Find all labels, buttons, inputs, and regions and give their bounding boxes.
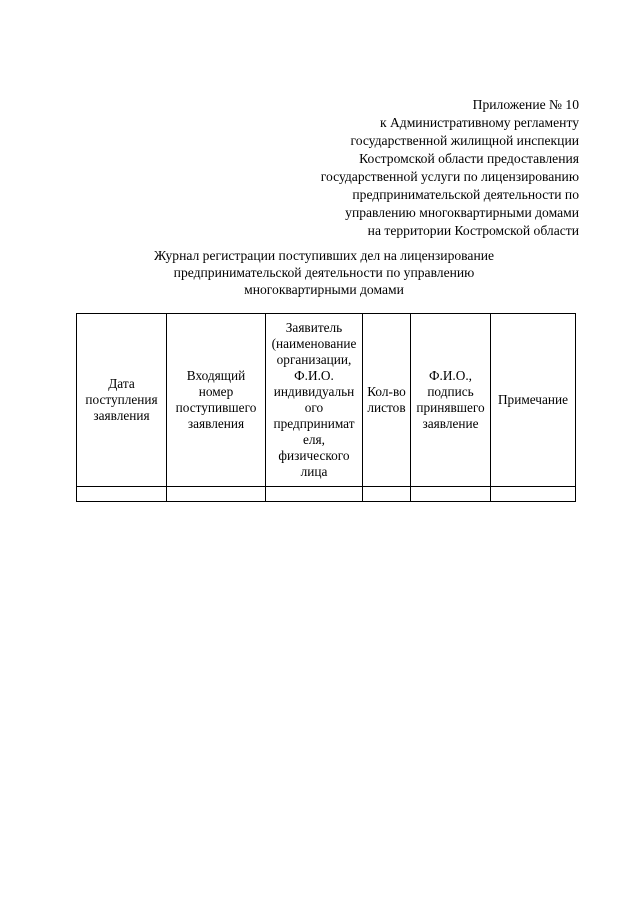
appendix-header	[259, 96, 579, 240]
document-title	[76, 247, 572, 298]
table-cell	[266, 487, 363, 502]
appendix-line: к Административному регламенту	[379, 115, 579, 130]
header-text-line: номер	[198, 384, 234, 399]
column-header-date	[77, 314, 167, 487]
header-text-line: Примечание	[497, 392, 569, 407]
header-text-line: Дата	[108, 376, 135, 391]
appendix-line: управлению многоквартирными домами	[345, 205, 579, 220]
header-text-line: индивидуальн	[273, 384, 355, 399]
table-header-row	[77, 314, 576, 487]
header-text-line: заявление	[422, 416, 479, 431]
table-row	[77, 487, 576, 502]
column-header-note	[491, 314, 576, 487]
header-text-line: заявления	[93, 408, 150, 423]
header-text-line: организации,	[276, 352, 352, 367]
header-text-line: Кол-во	[367, 384, 406, 399]
column-header-sheet-count	[363, 314, 411, 487]
header-text-line: Ф.И.О.,	[428, 368, 472, 383]
header-text-line: физического	[278, 448, 350, 463]
header-text-line: принявшего	[416, 400, 485, 415]
appendix-line: предпринимательской деятельности по	[352, 187, 579, 202]
header-text-line: (наименование	[271, 336, 357, 351]
header-text-line: подпись	[427, 384, 474, 399]
appendix-line: государственной жилищной инспекции	[350, 133, 579, 148]
column-header-incoming-number	[167, 314, 266, 487]
table-cell	[491, 487, 576, 502]
table-cell	[77, 487, 167, 502]
header-text-line: Входящий	[186, 368, 246, 383]
title-line: многоквартирными домами	[244, 282, 404, 297]
column-header-applicant	[266, 314, 363, 487]
header-text-line: заявления	[187, 416, 245, 431]
appendix-line: Костромской области предоставления	[359, 151, 579, 166]
header-text-line: Ф.И.О.	[294, 368, 334, 383]
title-line: Журнал регистрации поступивших дел на лицензирование	[153, 248, 495, 263]
table-cell	[411, 487, 491, 502]
appendix-line: Приложение № 10	[472, 97, 579, 112]
header-text-line: еля,	[303, 432, 325, 447]
appendix-line: на территории Костромской области	[367, 223, 579, 238]
header-text-line: поступившего	[175, 400, 257, 415]
header-text-line: листов	[367, 400, 406, 415]
header-text-line: Заявитель	[285, 320, 343, 335]
title-line: предпринимательской деятельности по управлению	[173, 265, 475, 280]
header-text-line: поступления	[85, 392, 158, 407]
header-text-line: ого	[304, 400, 324, 415]
table-cell	[167, 487, 266, 502]
header-text-line: лица	[300, 464, 328, 479]
header-text-line: предпринимат	[273, 416, 355, 431]
appendix-line: государственной услуги по лицензированию	[320, 169, 579, 184]
column-header-receiver-signature	[411, 314, 491, 487]
table-cell	[363, 487, 411, 502]
registration-journal-table	[76, 313, 576, 502]
